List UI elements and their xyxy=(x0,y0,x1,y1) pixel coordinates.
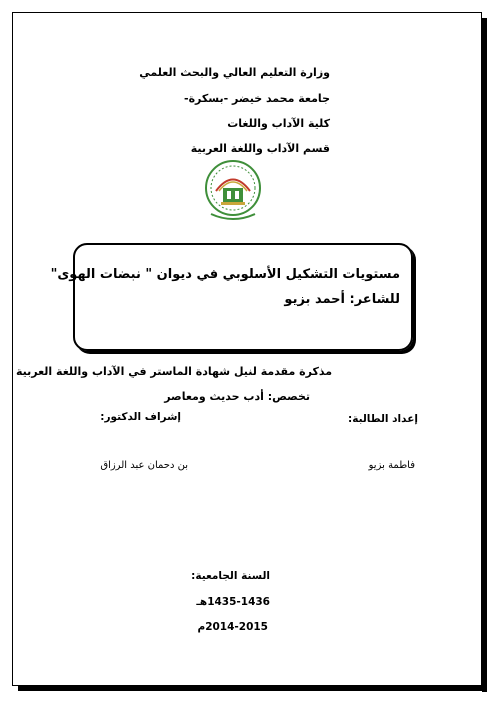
university-logo xyxy=(203,158,263,226)
specialty-line: تخصص: أدب حديث ومعاصر xyxy=(164,390,310,403)
page-shadow-bottom xyxy=(18,686,487,691)
year-hijri: 1435-1436هـ xyxy=(196,596,270,608)
university-seal-icon xyxy=(203,158,263,226)
page-shadow-right xyxy=(482,18,487,692)
ministry-line: وزارة التعليم العالي والبحث العلمي xyxy=(139,66,330,79)
year-label: السنة الجامعية: xyxy=(191,570,270,582)
supervisor-name: بن دحمان عبد الرزاق xyxy=(100,460,188,471)
thesis-description: مذكرة مقدمة لنيل شهادة الماستر في الآداب واللغة العربية xyxy=(15,365,332,378)
student-name: فاطمة بزيو xyxy=(368,460,415,471)
year-gregorian: 2014-2015م xyxy=(197,621,268,633)
department-line: قسم الآداب واللغة العربية xyxy=(190,142,330,155)
faculty-line: كلية الآداب واللغات xyxy=(227,117,330,130)
university-line: جامعة محمد خيضر -بسكرة- xyxy=(184,92,330,105)
supervisor-label: إشراف الدكتور: xyxy=(100,411,181,423)
student-label: إعداد الطالبة: xyxy=(348,413,418,425)
title-line-2: للشاعر: أحمد بزيو xyxy=(284,292,400,307)
title-line-1: مستويات التشكيل الأسلوبي في ديوان " نبضات الهوى" xyxy=(50,267,400,282)
